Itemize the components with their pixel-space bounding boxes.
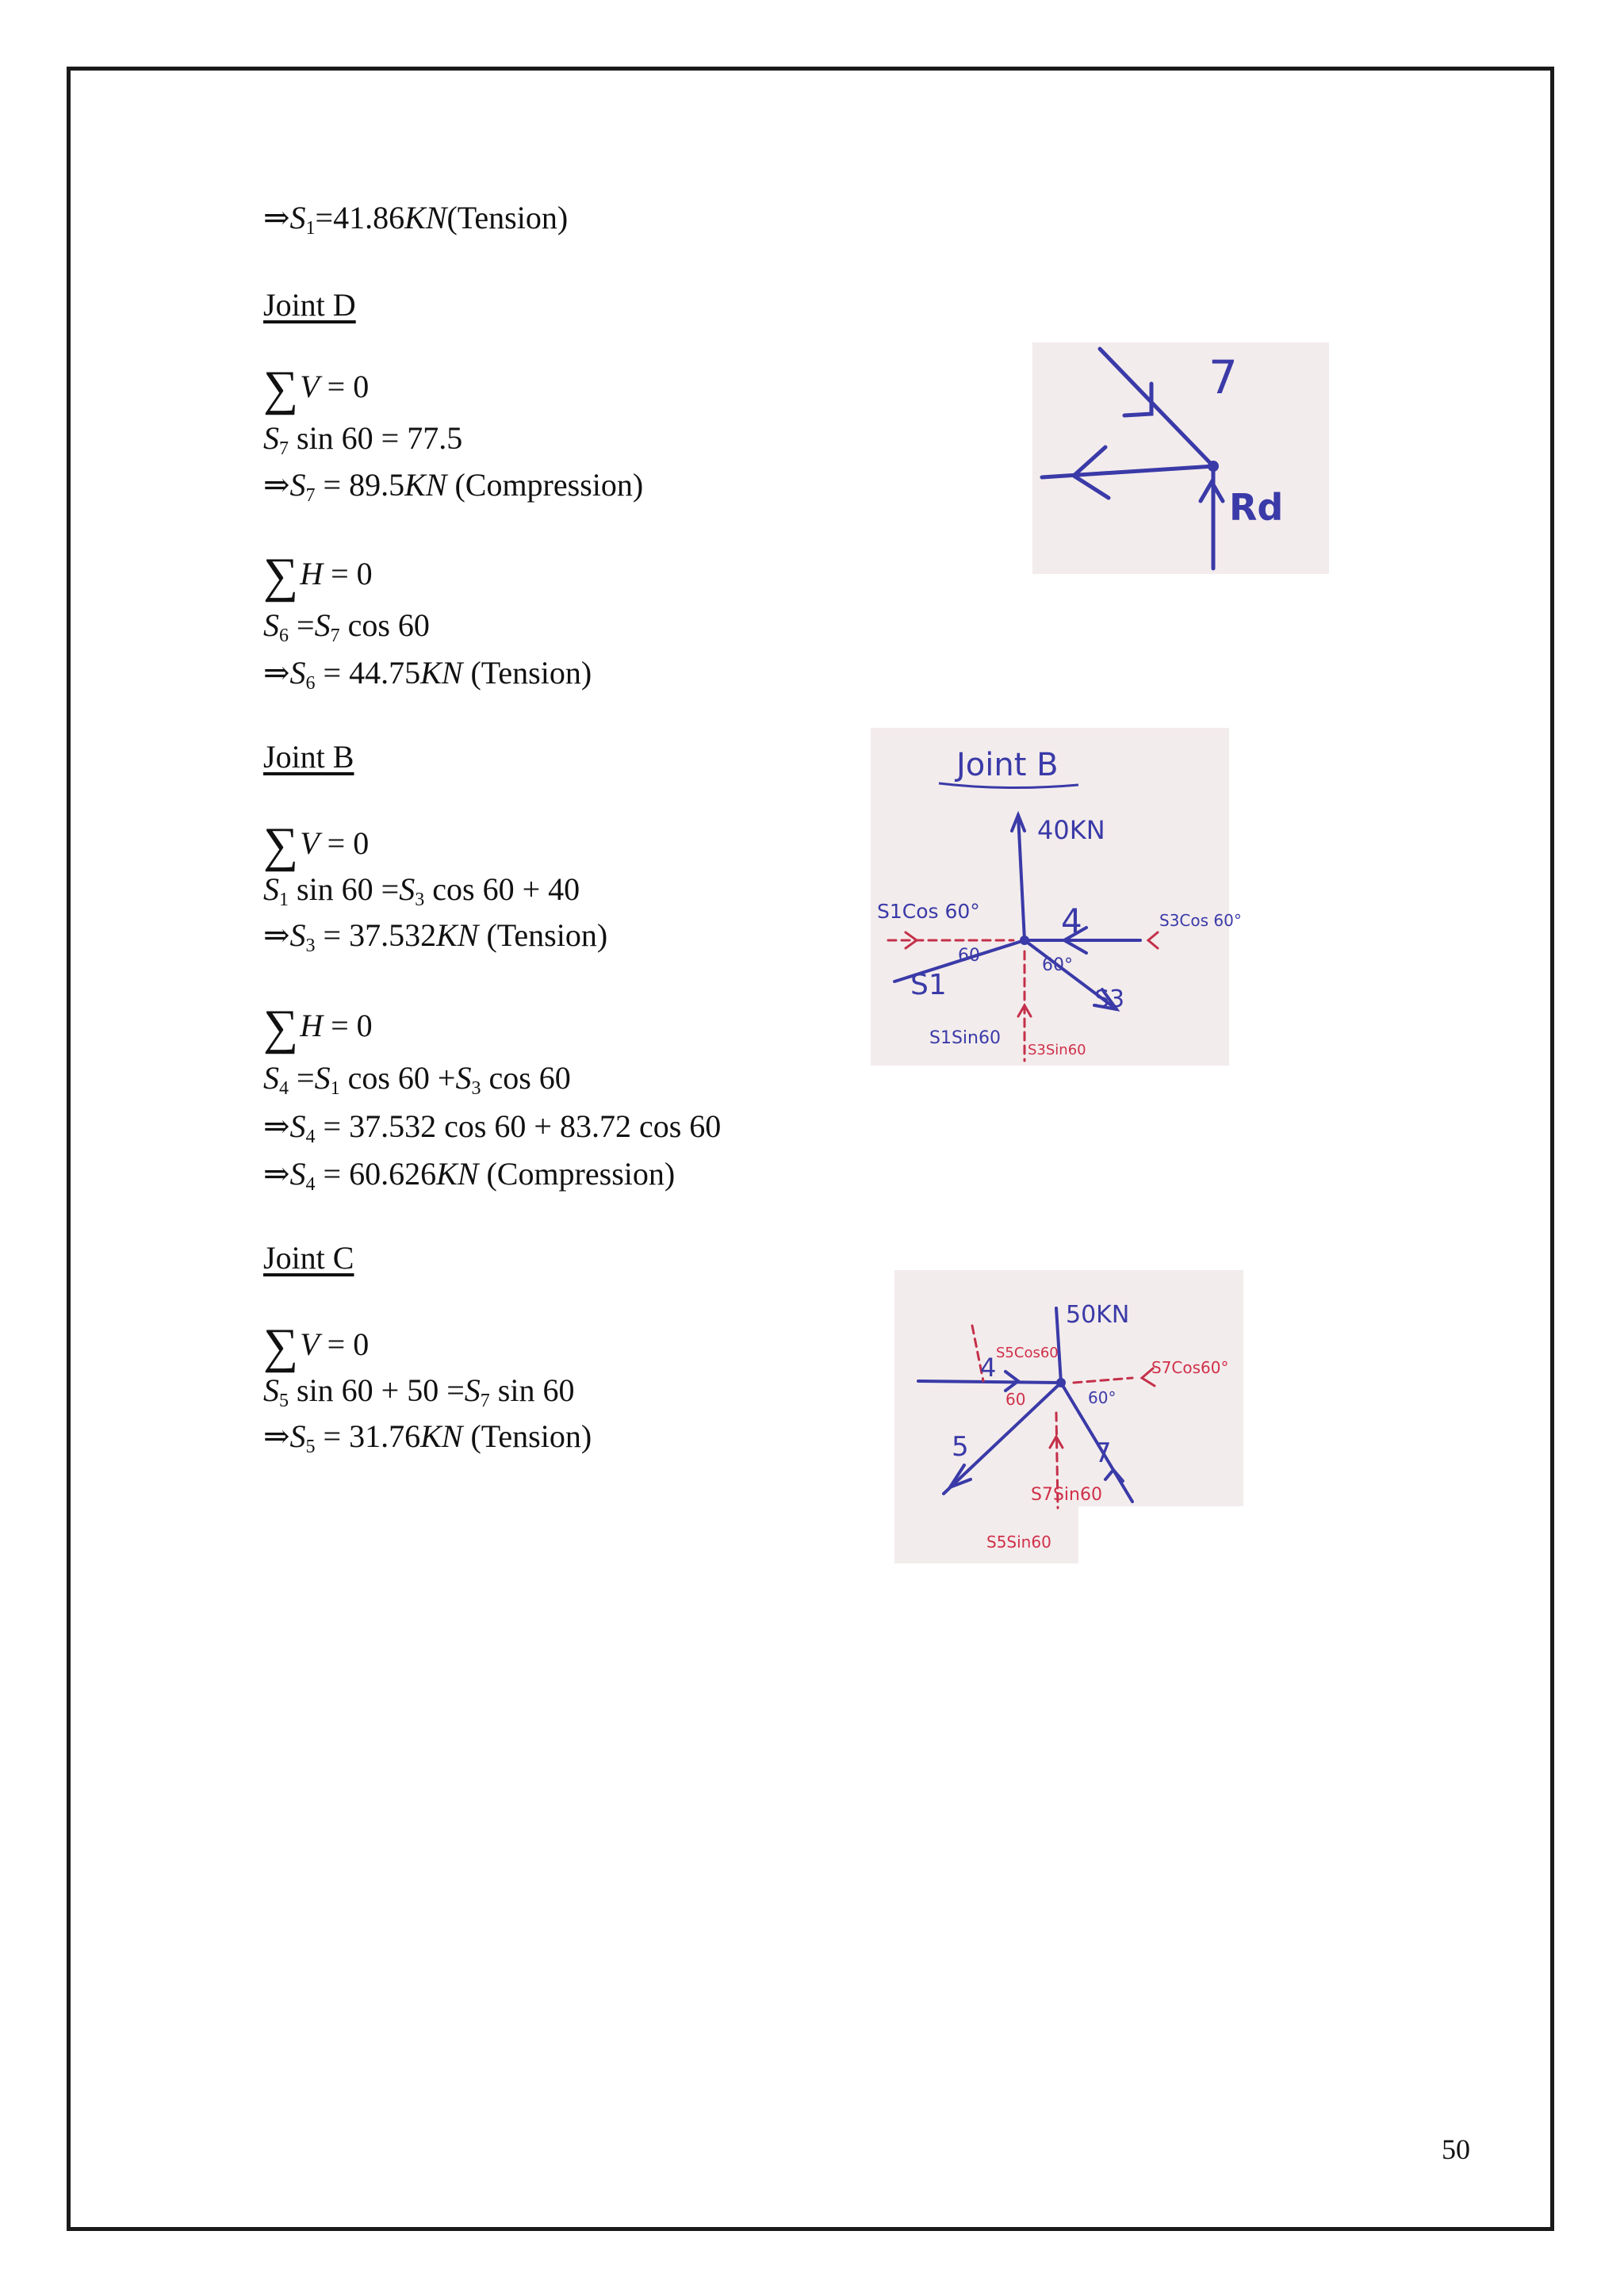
- load-label-50kn: 50KN: [1066, 1301, 1130, 1329]
- angle-label-right: 60°: [1042, 955, 1073, 975]
- load-label-40kn: 40KN: [1037, 815, 1105, 845]
- joint-b-sum-h: ∑H = 0: [263, 1001, 373, 1054]
- joint-b-eq1: $S_1$ $\sin 60 =S_3$ cos 60 + 40: [263, 871, 580, 910]
- angle-label-left: 60: [1005, 1390, 1026, 1409]
- joint-c-s5-result: $\Rightarrow S_5 = 31.76KN$ (Tension): [263, 1418, 592, 1457]
- reaction-label-rd: Rd: [1229, 486, 1284, 529]
- member-label-7: 7: [1094, 1437, 1112, 1469]
- joint-b-sketch-svg: [871, 728, 1242, 1066]
- member-label-5: 5: [952, 1431, 969, 1463]
- joint-b-eq2: $S_4 =S_1$ $\cos 60 +S_3$ cos 60: [263, 1060, 571, 1099]
- member-label-4: 4: [980, 1353, 997, 1383]
- joint-c-heading: Joint C: [263, 1240, 354, 1276]
- joint-b-sketch: [871, 728, 1242, 1066]
- sketch-b-title: Joint B: [956, 747, 1059, 783]
- joint-d-sketch-svg: [1032, 342, 1329, 574]
- member-label-4: 4: [1061, 901, 1082, 940]
- joint-d-s7-result: $\Rightarrow S_7 = 89.5KN$ (Compression): [263, 467, 644, 506]
- joint-c-sketch: [894, 1270, 1243, 1563]
- member-label-s1: S1: [910, 969, 947, 1001]
- label-s7-cos60: S7Cos60°: [1151, 1358, 1229, 1377]
- joint-b-sum-v: ∑V = 0: [263, 818, 370, 872]
- joint-c-sum-v: ∑V = 0: [263, 1319, 370, 1373]
- line-s1-result: $\Rightarrow S_1=41.86KN(Tension)$: [263, 200, 569, 239]
- joint-d-sketch: [1032, 342, 1329, 574]
- joint-b-s4-substitution: $\Rightarrow S_4 = 37.532$ cos 60 + 83.72 cos 60: [263, 1108, 722, 1147]
- page-number: 50: [1442, 2133, 1470, 2165]
- joint-d-eq2: $S_6 =S_7$ cos 60: [263, 607, 430, 646]
- joint-d-heading: Joint D: [263, 287, 356, 323]
- label-s1-cos60: S1Cos 60°: [877, 900, 980, 923]
- label-s5-cos60: S5Cos60: [996, 1345, 1059, 1361]
- label-s7-sin60: S7Sin60: [1031, 1485, 1102, 1505]
- joint-c-sketch-svg: [894, 1270, 1243, 1563]
- label-s5-sin60: S5Sin60: [986, 1533, 1051, 1552]
- member-label-7: 7: [1208, 350, 1238, 404]
- member-label-s3: S3: [1094, 985, 1125, 1013]
- angle-label-left: 60: [958, 946, 980, 966]
- joint-b-heading: Joint B: [263, 739, 354, 775]
- joint-d-eq1: $S_7$ sin 60 = 77.5: [263, 420, 463, 459]
- joint-d-sum-h: ∑H = 0: [263, 549, 373, 603]
- joint-d-sum-v: ∑V = 0: [263, 362, 370, 415]
- label-s3-sin60: S3Sin60: [1028, 1042, 1086, 1058]
- joint-d-s6-result: $\Rightarrow S_6 = 44.75KN$ (Tension): [263, 655, 592, 694]
- label-s3-cos60: S3Cos 60°: [1159, 911, 1242, 930]
- joint-c-eq1: $S_5$ $\sin 60 + 50 =S_7$ sin 60: [263, 1372, 575, 1411]
- label-s1-sin60: S1Sin60: [929, 1028, 1001, 1048]
- angle-label-right: 60°: [1088, 1388, 1116, 1407]
- joint-b-s4-result: $\Rightarrow S_4 = 60.626KN$ (Compression): [263, 1156, 676, 1195]
- joint-b-s3-result: $\Rightarrow S_3 = 37.532KN$ (Tension): [263, 917, 608, 956]
